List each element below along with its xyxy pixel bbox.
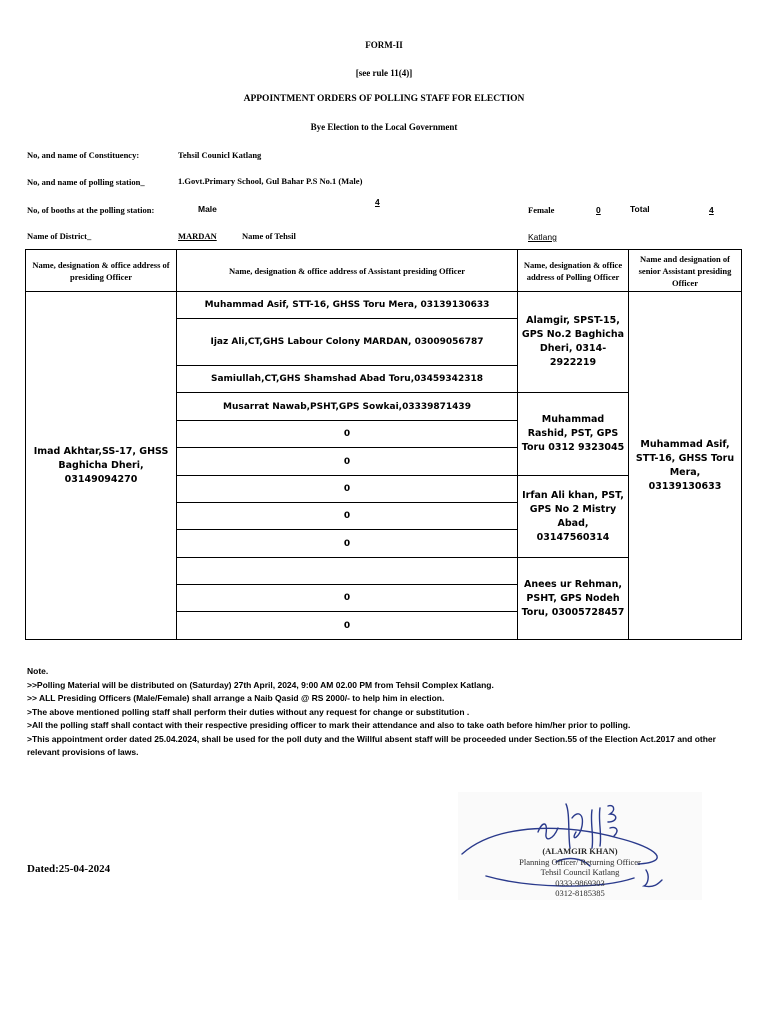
- constituency-value: Tehsil Counicl Katlang: [178, 150, 262, 160]
- note-line: >>Polling Material will be distributed on (Saturday) 27th April, 2024, 9:00 AM 02.00 PM from Tehsil Complex Katlang.: [27, 679, 494, 690]
- header-senior-assistant-presiding-officer: Name and designation of senior Assistant presiding Officer: [629, 250, 742, 292]
- assistant-cell: 0: [177, 612, 518, 640]
- presiding-officer-cell: Imad Akhtar,SS-17, GHSS Baghicha Dheri, 03149094270: [26, 292, 177, 640]
- constituency-label: No, and name of Constituency:: [27, 150, 140, 160]
- assistant-cell: 0: [177, 421, 518, 448]
- tehsil-label: Name of Tehsil: [242, 231, 296, 241]
- female-label: Female: [528, 205, 555, 215]
- polling-officer-cell: Irfan Ali khan, PST, GPS No 2 Mistry Abad, 03147560314: [518, 476, 629, 558]
- tehsil-value: Katlang: [528, 232, 557, 242]
- assistant-cell: 0: [177, 476, 518, 503]
- assistant-cell: 0: [177, 503, 518, 530]
- note-line: >The above mentioned polling staff shall perform their duties without any request for change or substitution .: [27, 706, 470, 717]
- header-polling-officer: Name, designation & office address of Polling Officer: [518, 250, 629, 292]
- polling-officer-cell: Alamgir, SPST-15, GPS No.2 Baghicha Dheri, 0314-2922219: [518, 292, 629, 393]
- note-line: >> ALL Presiding Officers (Male/Female) shall arrange a Naib Qasid @ RS 2000/- to help him in election.: [27, 693, 445, 703]
- polling-officer-cell: Muhammad Rashid, PST, GPS Toru 0312 9323045: [518, 393, 629, 476]
- senior-assistant-cell: Muhammad Asif, STT-16, GHSS Toru Mera, 03139130633: [629, 292, 742, 640]
- signatory-office: Tehsil Council Katlang: [540, 867, 620, 877]
- polling-station-value: 1.Govt.Primary School, Gul Bahar P.S No.1 (Male): [178, 176, 363, 186]
- assistant-cell: [177, 558, 518, 585]
- header-presiding-officer: Name, designation & office address of presiding Officer: [26, 250, 177, 292]
- female-count: 0: [596, 205, 601, 215]
- polling-staff-table: [25, 249, 742, 640]
- notes-section: [27, 665, 747, 760]
- signatory-designation: Planning Officer/ Returning Officer: [519, 856, 641, 867]
- assistant-cell: 0: [177, 448, 518, 476]
- dated-label: Dated:25-04-2024: [27, 863, 111, 875]
- notes-heading: Note.: [27, 666, 49, 676]
- assistant-cell: 0: [177, 530, 518, 558]
- polling-officer-cell: Anees ur Rehman, PSHT, GPS Nodeh Toru, 03005728457: [518, 558, 629, 640]
- assistant-cell: Musarrat Nawab,PSHT,GPS Sowkai,03339871439: [177, 393, 518, 421]
- total-count: 4: [709, 205, 714, 215]
- polling-station-label: No, and name of polling station_: [27, 177, 145, 187]
- assistant-cell: 0: [177, 585, 518, 612]
- rule-reference: [see rule 11(4)]: [355, 68, 413, 78]
- page-title: APPOINTMENT ORDERS OF POLLING STAFF FOR ELECTION: [243, 94, 525, 104]
- signature-block: [458, 846, 702, 899]
- form-number: FORM-II: [365, 40, 403, 50]
- assistant-cell: Muhammad Asif, STT-16, GHSS Toru Mera, 03139130633: [177, 292, 518, 319]
- booths-label: No, of booths at the polling station:: [27, 205, 155, 215]
- total-label: Total: [630, 204, 650, 214]
- district-value: MARDAN: [178, 231, 217, 241]
- note-line: >This appointment order dated 25.04.2024, shall be used for the poll duty and the Willful absent staff will be proceeded under Section.55 of the Election Act.2017 and other relevant provisions of laws.: [27, 733, 716, 757]
- assistant-cell: Ijaz Ali,CT,GHS Labour Colony MARDAN, 03009056787: [177, 319, 518, 366]
- district-label: Name of District_: [27, 231, 92, 241]
- male-count: 4: [375, 197, 380, 207]
- header-assistant-presiding-officer: Name, designation & office address of Assistant presiding Officer: [177, 250, 518, 292]
- signatory-name: (ALAMGIR KHAN): [542, 846, 618, 856]
- male-label: Male: [198, 204, 217, 214]
- note-line: >All the polling staff shall contact with their respective presiding officer to mark their attendance and also to take oath before him/her prior to polling.: [27, 720, 631, 730]
- signatory-phone: 0312-8185385: [555, 888, 605, 898]
- signature-stamp: [458, 792, 702, 900]
- page-subtitle: Bye Election to the Local Government: [310, 122, 458, 132]
- signatory-phone: 0333-9869303: [555, 877, 605, 888]
- assistant-cell: Samiullah,CT,GHS Shamshad Abad Toru,03459342318: [177, 366, 518, 393]
